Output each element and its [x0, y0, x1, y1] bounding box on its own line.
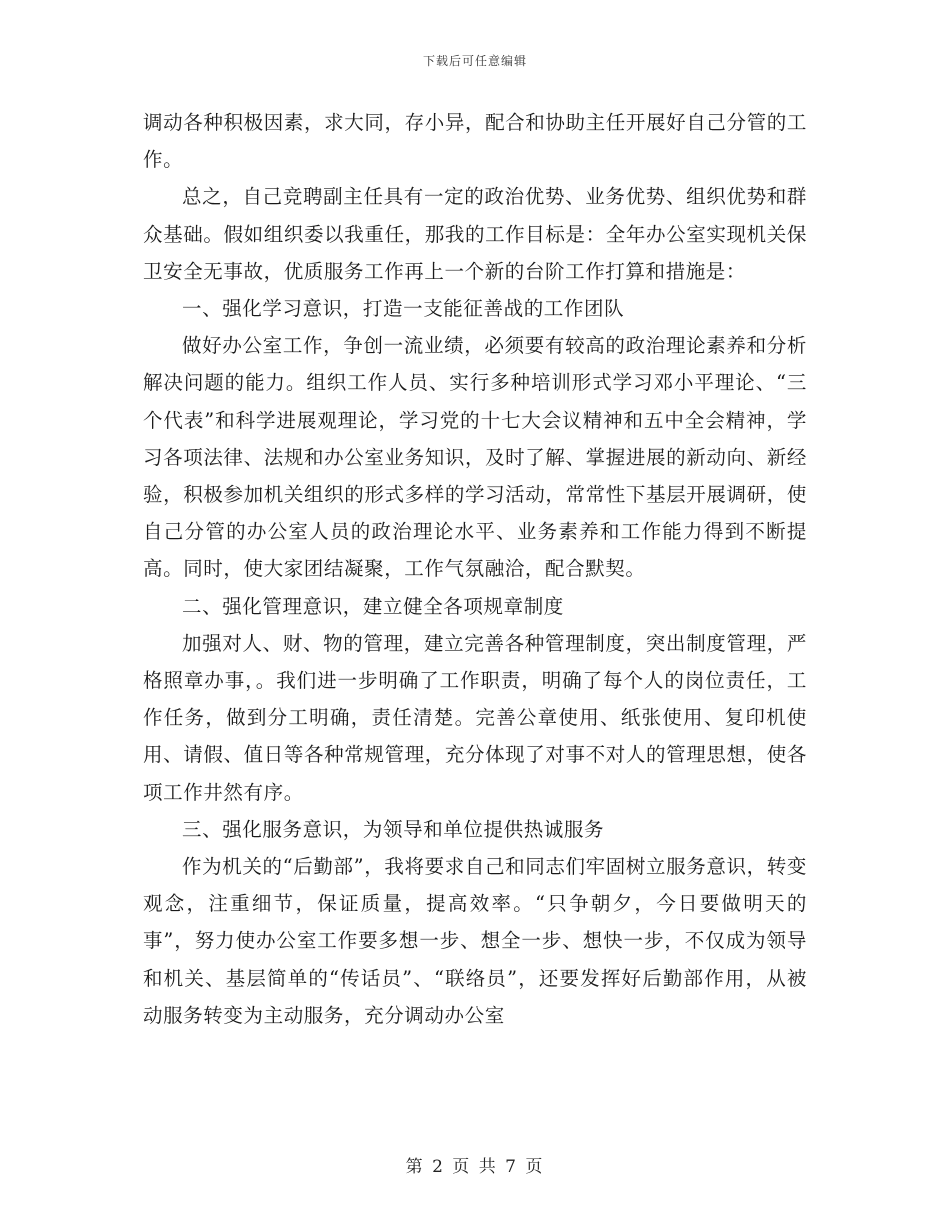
section-heading: 三、强化服务意识，为领导和单位提供热诚服务 [182, 817, 605, 841]
paragraph: 加强对人、财、物的管理，建立完善各种管理制度，突出制度管理，严格照章办事，。我们进一步明确了工作职责，明确了每个人的岗位责任，工作任务，做到分工明确，责任清楚。完善公章使用、纸张使用、复印机使用、请假、值日等各种常规管理，充分体现了对事不对人的管理思想，使各项工作井然有序。 [143, 631, 807, 804]
page-footer: 第 2 页 共 7 页 [405, 1157, 545, 1177]
page-header: 下载后可任意编辑 [422, 54, 527, 68]
paragraph: 作为机关的“后勤部”，我将要求自己和同志们牢固树立服务意识，转变观念，注重细节，保证质量，提高效率。“只争朝夕，今日要做明天的事”，努力使办公室工作要多想一步、想全一步、想快一步，不仅成为领导和机关、基层简单的“传话员”、“联络员”，还要发挥好后勤部作用，从被动服务转变为主动服务，充分调动办公室 [143, 855, 807, 1027]
document-body [143, 104, 807, 1034]
section-heading: 一、强化学习意识，打造一支能征善战的工作团队 [182, 297, 625, 321]
section-heading: 二、强化管理意识，建立健全各项规章制度 [182, 594, 564, 618]
paragraph: 做好办公室工作，争创一流业绩，必须要有较高的政治理论素养和分析解决问题的能力。组织工作人员、实行多种培训形式学习邓小平理论、“三个代表”和科学进展观理论，学习党的十七大会议精神和五中全会精神，学习各项法律、法规和办公室业务知识，及时了解、掌握进展的新动向、新经验，积极参加机关组织的形式多样的学习活动，常常性下基层开展调研，使自己分管的办公室人员的政治理论水平、业务素养和工作能力得到不断提高。同时，使大家团结凝聚，工作气氛融洽，配合默契。 [143, 334, 807, 581]
paragraph: 调动各种积极因素，求大同，存小异，配合和协助主任开展好自己分管的工作。 [143, 111, 807, 172]
paragraph: 总之，自己竞聘副主任具有一定的政治优势、业务优势、组织优势和群众基础。假如组织委以我重任，那我的工作目标是：全年办公室实现机关保卫安全无事故，优质服务工作再上一个新的台阶工作打算和措施是： [143, 185, 807, 283]
